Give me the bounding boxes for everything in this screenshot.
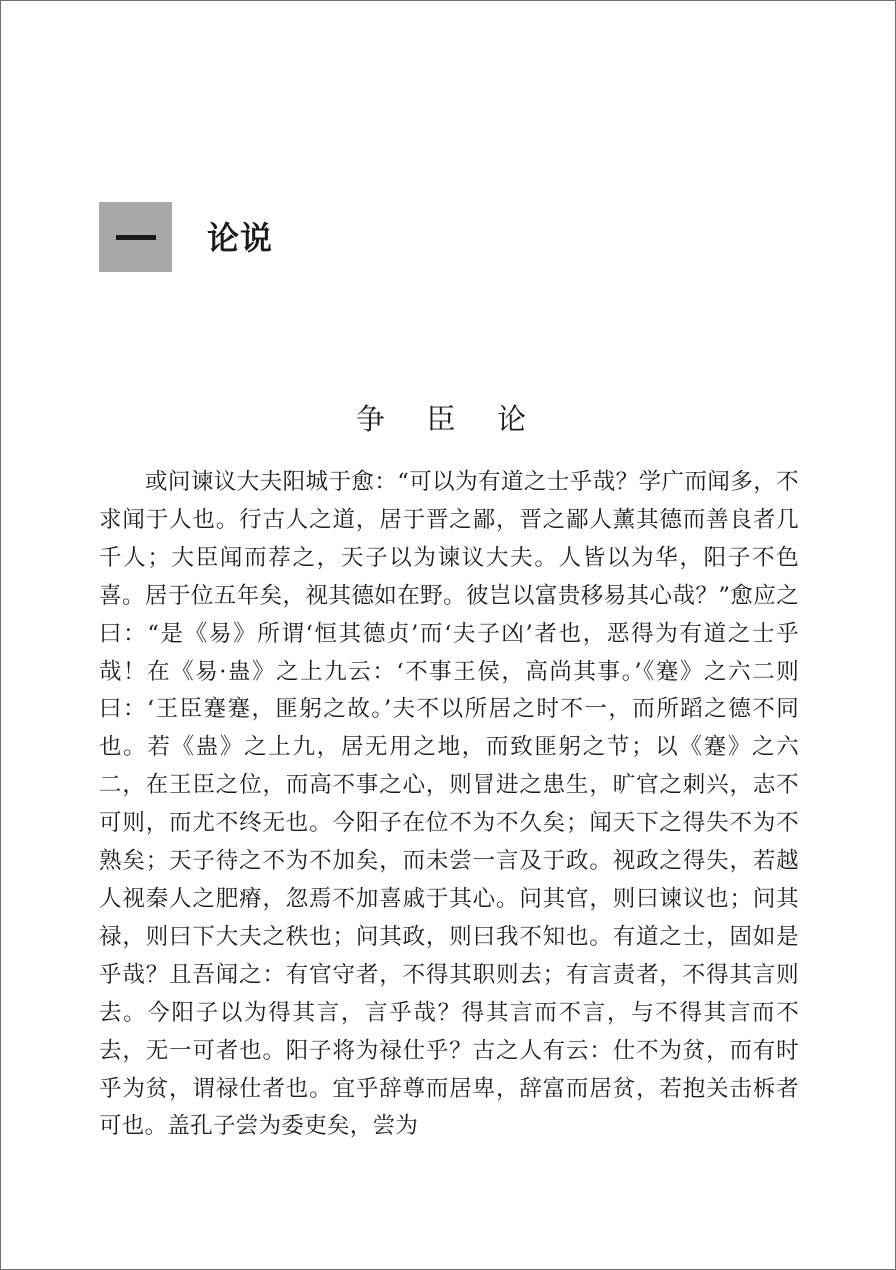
body-paragraph: 或问谏议大夫阳城于愈：“可以为有道之士乎哉？学广而闻多，不求闻于人也。行古人之道，居于晋之鄙，晋之鄙人薰其德而善良者几千人；大臣闻而荐之，天子以为谏议大夫。人皆以为华，阳子不色喜。居于位五年矣，视其德如在野。彼岂以富贵移易其心哉？”愈应之曰：“是《易》所谓‘恒其德贞’而‘夫子凶’者也，恶得为有道之士乎哉！在《易·蛊》之上九云：‘不事王侯，高尚其事。’《蹇》之六二则曰：‘王臣蹇蹇，匪躬之故。’夫不以所居之时不一，而所蹈之德不同也。若《蛊》之上九，居无用之地，而致匪躬之节；以《蹇》之六二，在王臣之位，而高不事之心，则冒进之患生，旷官之刺兴，志不可则，而尤不终无也。今阳子在位不为不久矣；闻天下之得失不为不熟矣；天子待之不为不加矣，而未尝一言及于政。视政之得失，若越人视秦人之肥瘠，忽焉不加喜戚于其心。问其官，则曰谏议也；问其禄，则曰下大夫之秩也；问其政，则曰我不知也。有道之士，固如是乎哉？且吾闻之：有官守者，不得其职则去；有言责者，不得其言则去。今阳子以为得其言，言乎哉？得其言而不言，与不得其言而不去，无一可者也。阳子将为禄仕乎？古之人有云：仕不为贫，而有时乎为贫，谓禄仕者也。宜乎辞尊而居卑，辞富而居贫，若抱关击柝者可也。盖孔子尝为委吏矣，尝为 xyxy=(99,469,799,1140)
article-title-char: 臣 xyxy=(426,401,456,436)
article-title-char: 论 xyxy=(496,401,526,436)
article-title xyxy=(356,393,526,441)
chapter-number xyxy=(116,235,156,240)
chapter-title: 论说 xyxy=(207,219,274,257)
chapter-number-badge xyxy=(99,202,172,272)
article-title-char: 争 xyxy=(356,401,386,436)
